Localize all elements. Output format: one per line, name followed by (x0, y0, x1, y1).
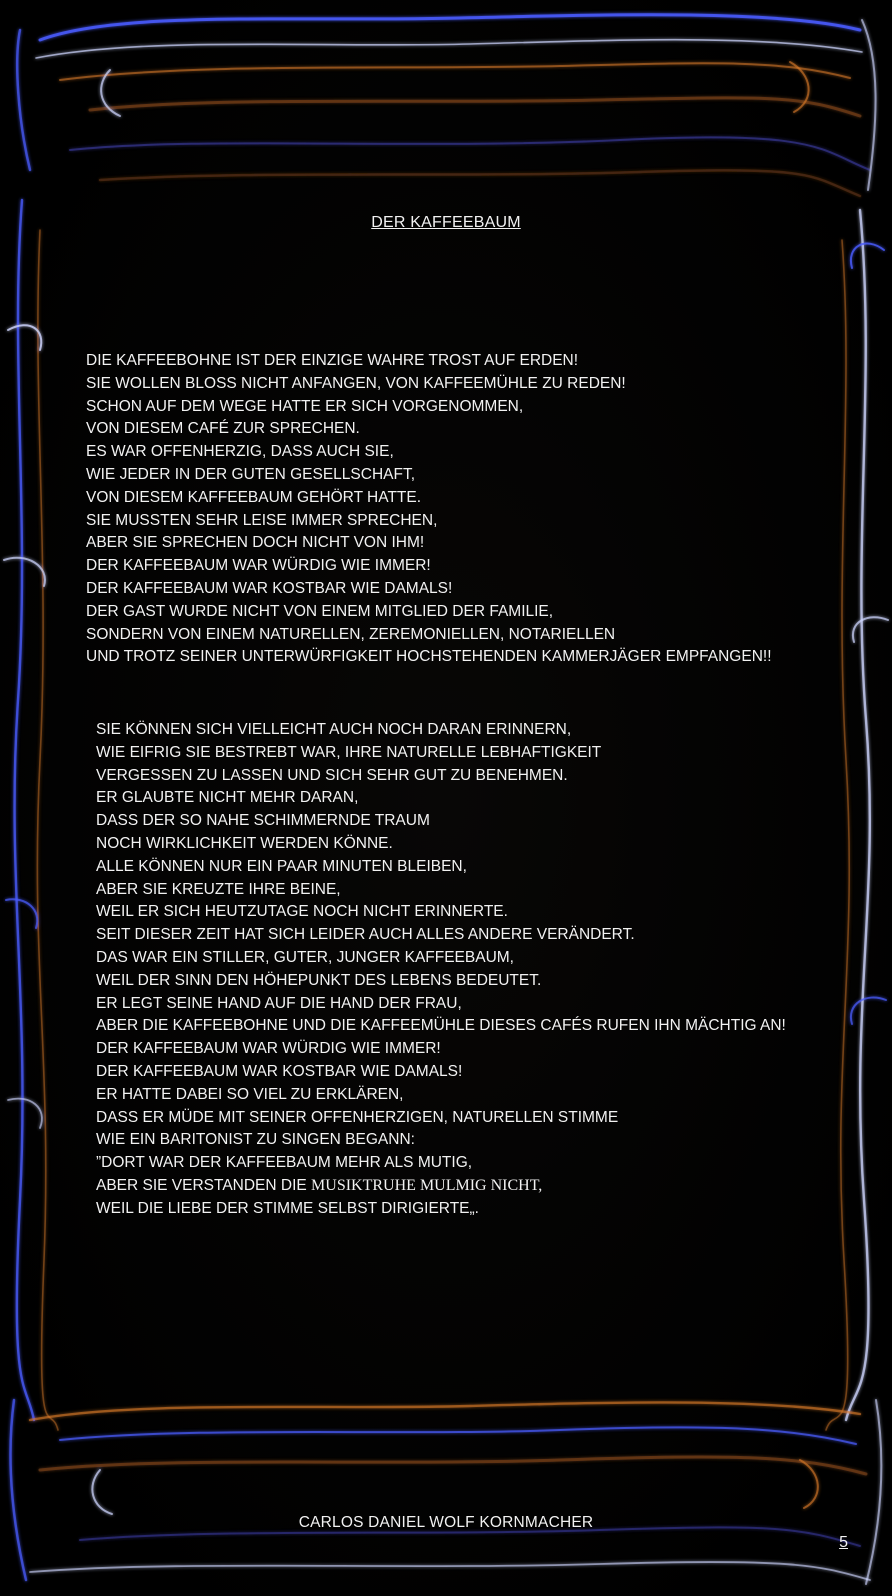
poem-line: WIE EIN BARITONIST ZU SINGEN BEGANN: (96, 1131, 415, 1149)
poem-line-last: WEIL DIE LIEBE DER STIMME SELBST DIRIGIERTE„. (96, 1199, 479, 1217)
poem-line: DER KAFFEEBAUM WAR KOSTBAR WIE DAMALS! (86, 579, 453, 597)
poem-line: VON DIESEM CAFÉ ZUR SPRECHEN. (86, 420, 360, 438)
poem-line: DER KAFFEEBAUM WAR WÜRDIG WIE IMMER! (86, 557, 431, 575)
poem-line: NOCH WIRKLICHKEIT WERDEN KÖNNE. (96, 834, 393, 852)
poem-line: SIE KÖNNEN SICH VIELLEICHT AUCH NOCH DARAN ERINNERN, (96, 721, 572, 738)
poem-line: DER KAFFEEBAUM WAR KOSTBAR WIE DAMALS! (96, 1062, 463, 1080)
poem-line: WIE JEDER IN DER GUTEN GESELLSCHAFT, (86, 465, 415, 483)
poem-line: ALLE KÖNNEN NUR EIN PAAR MINUTEN BLEIBEN, (96, 857, 467, 875)
poem-line: ABER DIE KAFFEEBOHNE UND DIE KAFFEEMÜHLE DIESES CAFÉS RUFEN IHN MÄCHTIG AN! (96, 1017, 786, 1035)
poem-line: ER GLAUBTE NICHT MEHR DARAN, (96, 789, 359, 807)
poem-line: DASS ER MÜDE MIT SEINER OFFENHERZIGEN, NATURELLEN STIMME (96, 1108, 619, 1126)
poem-line: DER GAST WURDE NICHT VON EINEM MITGLIED DER FAMILIE, (86, 602, 554, 620)
poem-line: ES WAR OFFENHERZIG, DASS AUCH SIE, (86, 443, 394, 461)
poem-line-tail: , (538, 1176, 543, 1194)
poem-line: ABER SIE SPRECHEN DOCH NICHT VON IHM! (86, 534, 425, 552)
poem-line: UND TROTZ SEINER UNTERWÜRFIGKEIT HOCHSTEHENDEN KAMMERJÄGER EMPFANGEN!! (86, 648, 772, 666)
page-number: 5 (839, 1534, 848, 1551)
stanza-2 (96, 719, 786, 1221)
poem-line: ER HATTE DABEI SO VIEL ZU ERKLÄREN, (96, 1085, 404, 1103)
poem-line: DIE KAFFEEBOHNE IST DER EINZIGE WAHRE TROST AUF ERDEN! (86, 352, 579, 369)
poem-line: VON DIESEM KAFFEEBAUM GEHÖRT HATTE. (86, 488, 422, 506)
poem-line: ER LEGT SEINE HAND AUF DIE HAND DER FRAU, (96, 994, 462, 1012)
poem-line-serif-part: MUSIKTRUHE MULMIG NICHT (311, 1176, 539, 1194)
poem-line: ”DORT WAR DER KAFFEEBAUM MEHR ALS MUTIG, (96, 1154, 473, 1172)
poem-line-lead: ABER SIE VERSTANDEN DIE (96, 1176, 312, 1194)
stanza-1 (86, 350, 772, 669)
poem-line: SIE WOLLEN BLOSS NICHT ANFANGEN, VON KAFFEEMÜHLE ZU REDEN! (86, 374, 626, 392)
poem-line: DASS DER SO NAHE SCHIMMERNDE TRAUM (96, 812, 430, 830)
poem-line: DER KAFFEEBAUM WAR WÜRDIG WIE IMMER! (96, 1040, 441, 1058)
poem-title: DER KAFFEEBAUM (371, 214, 521, 231)
poem-line: SEIT DIESER ZEIT HAT SICH LEIDER AUCH ALLES ANDERE VERÄNDERT. (96, 926, 635, 944)
poem-line: SIE MUSSTEN SEHR LEISE IMMER SPRECHEN, (86, 511, 438, 529)
poem-line: WIE EIFRIG SIE BESTREBT WAR, IHRE NATURELLE LEBHAFTIGKEIT (96, 743, 602, 761)
poem-line: VERGESSEN ZU LASSEN UND SICH SEHR GUT ZU BENEHMEN. (96, 766, 568, 784)
poem-line: WEIL DER SINN DEN HÖHEPUNKT DES LEBENS BEDEUTET. (96, 971, 542, 989)
poem-line: ABER SIE KREUZTE IHRE BEINE, (96, 880, 341, 898)
poem-line: SCHON AUF DEM WEGE HATTE ER SICH VORGENOMMEN, (86, 397, 524, 415)
poem-line-mixed-font (96, 1175, 786, 1198)
poem-line: WEIL ER SICH HEUTZUTAGE NOCH NICHT ERINNERTE. (96, 903, 508, 921)
author-name: CARLOS DANIEL WOLF KORNMACHER (298, 1514, 594, 1531)
poem-line: DAS WAR EIN STILLER, GUTER, JUNGER KAFFEEBAUM, (96, 948, 514, 966)
poem-line: SONDERN VON EINEM NATURELLEN, ZEREMONIELLEN, NOTARIELLEN (86, 625, 616, 643)
